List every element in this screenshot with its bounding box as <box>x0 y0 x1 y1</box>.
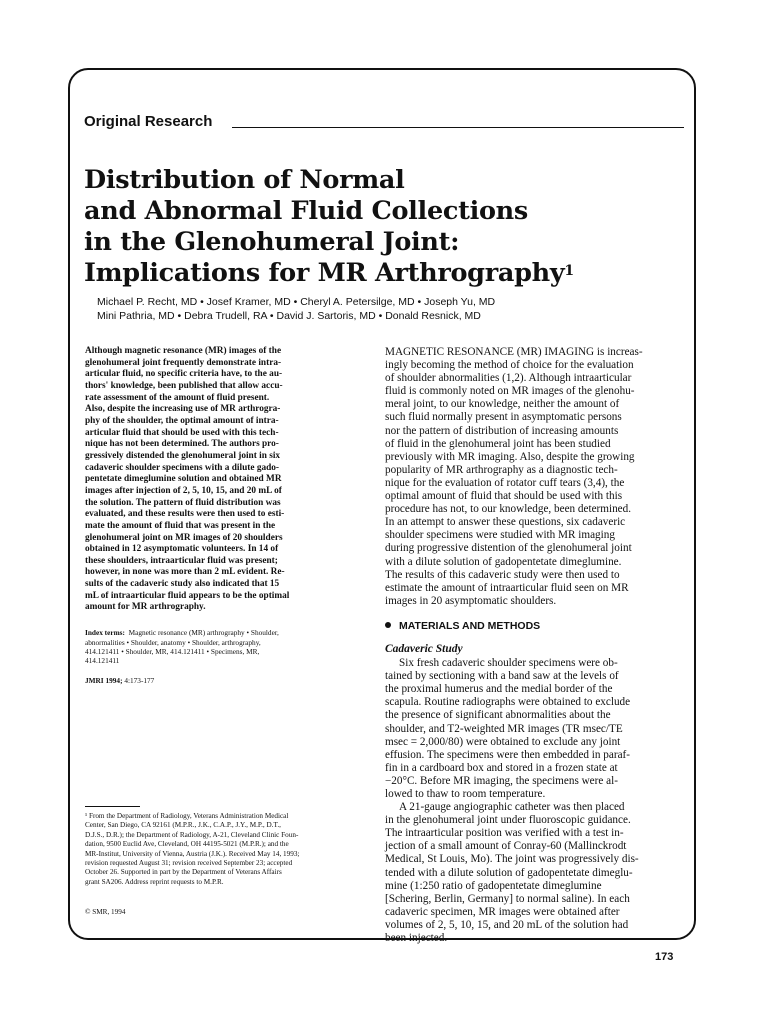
para1-line: msec = 2,000/80) were obtained to exclude any joint <box>385 735 621 748</box>
para2-line: volumes of 2, 5, 10, 15, and 20 mL of the solution had <box>385 918 629 931</box>
footnote-rule <box>85 806 140 807</box>
abstract <box>85 346 360 614</box>
intro-line: meral joint, to our knowledge, neither the amount of <box>385 398 620 411</box>
para2-line: Medical, St Louis, Mo). The joint was progressively dis- <box>385 853 639 866</box>
author-line: Mini Pathria, MD • Debra Trudell, RA • David J. Sartoris, MD • Donald Resnick, MD <box>97 310 481 322</box>
footnote-line: grant SA206. Address reprint requests to M.P.R. <box>85 877 224 886</box>
footnote-line: MR-Institut, University of Vienna, Austria (J.K.). Received May 14, 1993; <box>85 849 300 858</box>
intro-line: In an attempt to answer these questions, six cadaveric <box>385 516 626 529</box>
intro-line: nique for the evaluation of rotator cuff tears (3,4), the <box>385 476 625 489</box>
footnote-line: revision requested August 31; revision received September 23; accepted <box>85 859 293 868</box>
affiliation-footnote <box>85 812 360 887</box>
abstract-line: however, in none was more than 2 mL evident. Re- <box>85 567 285 578</box>
para1-line: fin in a cardboard box and stored in a frozen state at <box>385 761 618 774</box>
bullet-icon <box>385 622 391 628</box>
intro-line: such fluid normally present in asymptomatic persons <box>385 411 622 424</box>
para1-line: −20°C. Before MR imaging, the specimens were al- <box>385 774 618 787</box>
abstract-line: articular fluid, no specific criteria have, to the au- <box>85 369 283 380</box>
abstract-line: articular fluid that should be used with this tech- <box>85 427 279 438</box>
abstract-line: Although magnetic resonance (MR) images of the <box>85 346 282 356</box>
journal-citation <box>85 676 360 685</box>
index-terms <box>85 628 360 666</box>
abstract-line: sults of the cadaveric study also indicated that 15 <box>85 579 280 590</box>
para2-line: [Schering, Berlin, Germany] to normal saline). In each <box>385 892 630 905</box>
abstract-line: gressively distended the glenohumeral joint in six <box>85 450 281 461</box>
intro-line: MAGNETIC RESONANCE (MR) IMAGING is increas- <box>385 346 643 358</box>
para1-line: lowed to thaw to room temperature. <box>385 788 546 800</box>
intro-line: of fluid in the glenohumeral joint has been studied <box>385 437 611 450</box>
abstract-line: pentetate dimeglumine solution and obtained MR <box>85 474 282 485</box>
abstract-line: images after injection of 2, 5, 10, 15, and 20 mL of <box>85 485 282 496</box>
author-line: Michael P. Recht, MD • Josef Kramer, MD • Cheryl A. Petersilge, MD • Joseph Yu, MD <box>97 296 496 308</box>
methods-heading <box>385 620 685 633</box>
title-line: Distribution of Normal <box>84 165 405 195</box>
abstract-line: Also, despite the increasing use of MR arthrogra- <box>85 404 281 415</box>
abstract-line: obtained in 12 asymptomatic volunteers. In 14 of <box>85 544 279 555</box>
intro-line: popularity of MR arthrography as a diagnostic tech- <box>385 463 618 476</box>
intro-line: procedure has not, to our knowledge, been determined. <box>385 503 632 516</box>
abstract-line: these shoulders, intraarticular fluid was present; <box>85 555 278 566</box>
para2-line: tended with a dilute solution of gadopentetate dimeglu- <box>385 866 633 879</box>
subsection-heading: Cadaveric Study <box>385 642 463 655</box>
abstract-line: evaluated, and these results were then used to esti- <box>85 509 285 520</box>
para2-line: mine (1:250 ratio of gadopentetate dimeglumine <box>385 879 602 892</box>
footnote-line: Center, San Diego, CA 92161 (M.P.R., J.K., C.A.P., J.Y., M.P., D.T., <box>85 821 281 830</box>
intro-line: The results of this cadaveric study were then used to <box>385 568 620 581</box>
intro-line: ingly becoming the method of choice for the evaluation <box>385 359 634 372</box>
para1-line: Six fresh cadaveric shoulder specimens were ob- <box>399 657 618 670</box>
copyright: © SMR, 1994 <box>85 908 126 916</box>
para1-line: the proximal humerus and the medial border of the <box>385 683 613 696</box>
para2-line: been injected. <box>385 932 448 945</box>
intro-line: during progressive distention of the glenohumeral joint <box>385 542 632 555</box>
paragraph-specimens <box>385 657 685 801</box>
intro-line: nor the pattern of distribution of increasing amounts <box>385 424 619 437</box>
abstract-line: mate the amount of fluid that was present in the <box>85 520 276 531</box>
left-column <box>85 346 360 685</box>
introduction <box>385 346 685 608</box>
section-label: Original Research <box>84 113 213 130</box>
title-line: and Abnormal Fluid Collections <box>84 196 528 226</box>
intro-line: previously with MR imaging. Also, despite the growing <box>385 450 635 463</box>
index-terms-line: 414.121411 • Shoulder, MR, 414.121411 • Specimens, MR, <box>85 646 260 656</box>
para2-line: cadaveric specimen, MR images were obtained after <box>385 905 620 918</box>
intro-line: fluid is commonly noted on MR images of the glenohu- <box>385 385 635 398</box>
right-column <box>385 346 685 945</box>
paragraph-injection <box>385 801 685 945</box>
title-line <box>84 258 684 289</box>
para2-line: in the glenohumeral joint under fluoroscopic guidance. <box>385 814 631 827</box>
abstract-line: glenohumeral joint frequently demonstrate intra- <box>85 357 282 368</box>
intro-line: with a dilute solution of gadopentetate dimeglumine. <box>385 555 622 568</box>
section-rule <box>232 127 684 128</box>
footnote-line: dation, 9500 Euclid Ave, Cleveland, OH 44195-5021 (M.P.R.); and the <box>85 840 289 849</box>
intro-line: shoulder specimens were studied with MR imaging <box>385 529 615 542</box>
footnote-line: October 26. Supported in part by the Department of Veterans Affairs <box>85 868 282 877</box>
title-line: in the Glenohumeral Joint: <box>84 227 460 257</box>
para2-line: The intraarticular position was verified with a test in- <box>385 827 624 840</box>
journal-label: JMRI 1994; <box>85 675 123 685</box>
title-line-text: Implications for MR Arthrography <box>84 258 565 288</box>
para1-line: shoulder, and T2-weighted MR images (TR msec/TE <box>385 722 623 735</box>
intro-line: estimate the amount of intraarticular fluid seen on MR <box>385 581 629 594</box>
title-footnote-mark: 1 <box>564 263 574 279</box>
abstract-line: nique has not been determined. The authors pro- <box>85 439 279 450</box>
index-terms-label: Index terms: <box>85 628 125 638</box>
footnote-line: D.J.S., D.R.); the Department of Radiology, A-21, Cleveland Clinic Foun- <box>85 830 299 839</box>
index-terms-line: abnormalities • Shoulder, anatomy • Shoulder, arthrography, <box>85 637 261 647</box>
article-title <box>84 165 684 289</box>
index-terms-text: Magnetic resonance (MR) arthrography • Shoulder, <box>128 628 279 638</box>
abstract-line: rate assessment of the amount of fluid present. <box>85 392 270 403</box>
intro-line: images in 20 asymptomatic shoulders. <box>385 594 557 607</box>
abstract-line: cadaveric shoulder specimens with a dilute gado- <box>85 462 280 473</box>
intro-line: of shoulder abnormalities (1,2). Although intraarticular <box>385 372 632 385</box>
para2-line: A 21-gauge angiographic catheter was then placed <box>399 801 625 814</box>
abstract-line: the solution. The pattern of fluid distribution was <box>85 497 281 508</box>
abstract-line: amount for MR arthrography. <box>85 602 206 613</box>
para1-line: scapula. Routine radiographs were obtained to exclude <box>385 696 631 709</box>
index-terms-line: 414.121411 <box>85 656 120 666</box>
methods-heading-text: MATERIALS AND METHODS <box>399 619 541 632</box>
abstract-line: thors' knowledge, been published that allow accu- <box>85 380 283 391</box>
journal-ref: 4:173-177 <box>124 675 155 685</box>
intro-line: optimal amount of fluid that should be used with this <box>385 490 623 503</box>
index-terms-line <box>85 628 360 637</box>
para1-line: the presence of significant abnormalities about the <box>385 709 611 722</box>
para1-line: tained by sectioning with a band saw at the levels of <box>385 670 619 683</box>
para2-line: jection of a small amount of Conray-60 (Mallinckrodt <box>385 840 627 853</box>
abstract-line: phy of the shoulder, the optimal amount of intra- <box>85 415 279 426</box>
page-number: 173 <box>655 951 674 963</box>
footnote-line: ¹ From the Department of Radiology, Veterans Administration Medical <box>85 812 289 820</box>
abstract-line: glenohumeral joint on MR images of 20 shoulders <box>85 532 283 543</box>
abstract-line: mL of intraarticular fluid appears to be the optimal <box>85 590 290 601</box>
author-list <box>97 295 657 323</box>
para1-line: effusion. The specimens were then embedded in paraf- <box>385 748 630 761</box>
